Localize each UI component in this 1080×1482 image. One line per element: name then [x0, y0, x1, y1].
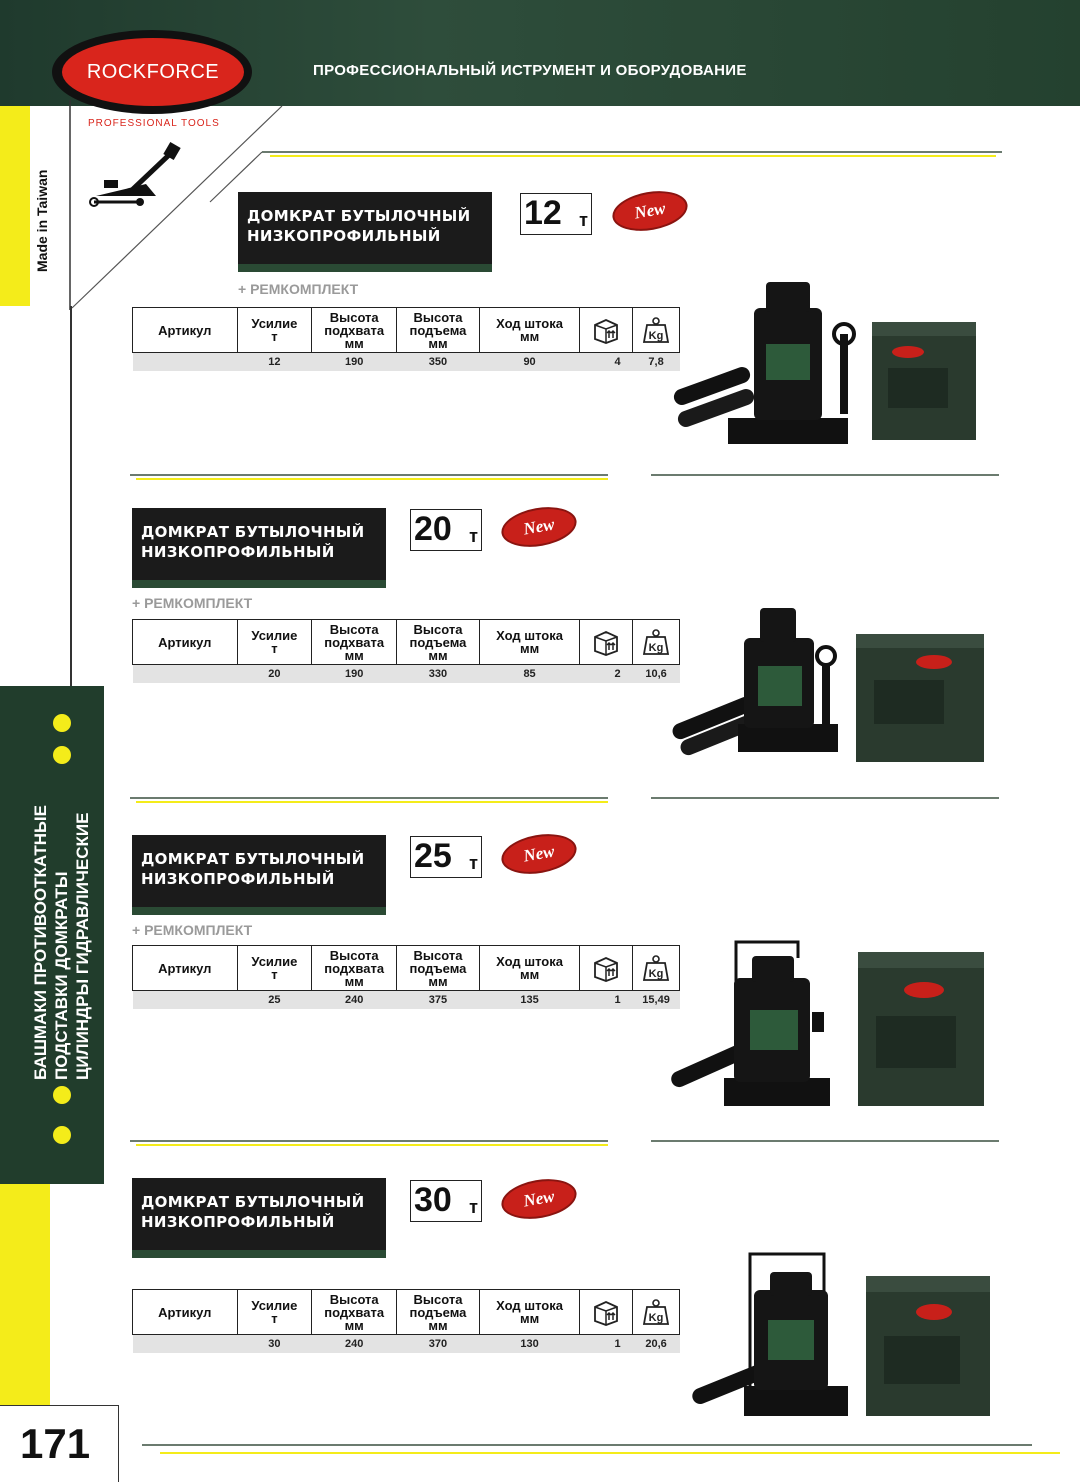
- new-badge-text: New: [632, 198, 667, 223]
- cell-lift: 330: [397, 665, 480, 684]
- category-hydraulic-cylinders: ЦИЛИНДРЫ ГИДРАВЛИЧЕСКИЕ: [73, 812, 92, 1080]
- cell-article: [133, 991, 238, 1010]
- spec-data-row: [133, 353, 680, 372]
- col-stroke-unit: мм: [519, 641, 540, 656]
- capacity-unit: т: [469, 1197, 478, 1217]
- col-stroke-unit: мм: [519, 329, 540, 344]
- cell-pickup: 240: [312, 1335, 397, 1354]
- cell-pack: 2: [580, 665, 633, 684]
- capacity-box: [410, 1180, 482, 1222]
- col-pickup: [312, 1290, 397, 1335]
- col-lift-label: Высота подъема: [409, 1291, 467, 1320]
- col-force-unit: т: [271, 329, 278, 344]
- col-stroke-unit: мм: [519, 967, 540, 982]
- yellow-side-strip-bottom: [0, 1184, 50, 1405]
- product-title-box: [132, 835, 386, 915]
- new-badge: [498, 829, 579, 880]
- col-pack: [580, 946, 633, 991]
- weight-kg-icon: [641, 315, 671, 345]
- col-stroke-unit: мм: [519, 1311, 540, 1326]
- cell-pickup: 190: [312, 353, 397, 372]
- capacity-box: [410, 509, 482, 551]
- cell-weight: 15,49: [633, 991, 680, 1010]
- footer-rule-yellow: [160, 1452, 1060, 1454]
- logo-subtitle: PROFESSIONAL TOOLS: [88, 118, 220, 129]
- col-lift: [397, 620, 480, 665]
- col-pickup-unit: мм: [344, 973, 364, 989]
- cell-force: 25: [237, 991, 312, 1010]
- floor-jack-icon: [86, 140, 186, 212]
- page-number: 171: [20, 1420, 91, 1467]
- col-pickup: [312, 308, 397, 353]
- new-badge: [498, 1174, 579, 1225]
- separator-rule: [651, 474, 999, 476]
- new-badge-text: New: [521, 514, 556, 539]
- cell-stroke: 135: [479, 991, 579, 1010]
- footer-rule: [142, 1444, 1032, 1446]
- col-pack: [580, 308, 633, 353]
- product-title-line1: ДОМКРАТ БУТЫЛОЧНЫЙ: [141, 523, 365, 541]
- separator-rule-yellow: [136, 1144, 608, 1146]
- col-force-label: Усилие: [251, 954, 298, 969]
- col-lift-label: Высота подъема: [409, 621, 467, 650]
- spec-table: [132, 1289, 680, 1353]
- cell-pickup: 240: [312, 991, 397, 1010]
- cell-stroke: 85: [479, 665, 579, 684]
- cell-pack: 1: [580, 1335, 633, 1354]
- new-badge: [498, 502, 579, 553]
- spec-header-row: [133, 620, 680, 665]
- col-pickup-label: Высота подхвата: [324, 621, 385, 650]
- capacity-unit: т: [469, 853, 478, 873]
- col-pickup-label: Высота подхвата: [324, 309, 385, 338]
- col-force-unit: т: [271, 1311, 278, 1326]
- cell-stroke: 130: [479, 1335, 579, 1354]
- spec-table: [132, 619, 680, 683]
- weight-kg-label: Kg: [648, 968, 664, 980]
- product-photo-jack-30t: [688, 1250, 994, 1422]
- header-tagline: ПРОФЕССИОНАЛЬНЫЙ ИСТРУМЕНТ И ОБОРУДОВАНИЕ: [313, 62, 747, 79]
- col-pack: [580, 620, 633, 665]
- product-title-line1: ДОМКРАТ БУТЫЛОЧНЫЙ: [141, 1193, 365, 1211]
- col-force: [237, 308, 312, 353]
- col-pickup: [312, 946, 397, 991]
- separator-rule: [130, 1140, 608, 1142]
- col-weight: [633, 1290, 680, 1335]
- col-stroke-label: Ход штока: [496, 954, 563, 969]
- col-lift: [397, 1290, 480, 1335]
- product-title-line2: НИЗКОПРОФИЛЬНЫЙ: [141, 543, 335, 561]
- category-jack-stands: ПОДСТАВКИ ДОМКРАТЫ: [52, 871, 71, 1080]
- product-photo-jack-20t: [668, 604, 988, 768]
- col-stroke: [479, 946, 579, 991]
- weight-kg-icon: [641, 627, 671, 657]
- cell-force: 30: [237, 1335, 312, 1354]
- col-force-label: Усилие: [251, 1298, 298, 1313]
- col-pickup-label: Высота подхвата: [324, 1291, 385, 1320]
- capacity-box: [520, 193, 592, 235]
- side-dot: [53, 746, 71, 764]
- col-force-label: Усилие: [251, 316, 298, 331]
- col-lift-unit: мм: [428, 973, 448, 989]
- col-lift-unit: мм: [428, 335, 448, 351]
- col-lift-label: Высота подъема: [409, 947, 467, 976]
- capacity-unit: т: [469, 526, 478, 546]
- cell-lift: 370: [397, 1335, 480, 1354]
- side-dot: [53, 1086, 71, 1104]
- logo-text: ROCKFORCE: [86, 60, 220, 83]
- cell-lift: 375: [397, 991, 480, 1010]
- weight-kg-label: Kg: [648, 330, 664, 342]
- spec-header-row: [133, 1290, 680, 1335]
- spec-table: [132, 945, 680, 1009]
- capacity-value: 20: [414, 510, 452, 548]
- box-quantity-icon: [591, 315, 621, 345]
- product-photo-jack-25t: [664, 938, 988, 1110]
- col-pickup-unit: мм: [344, 1317, 364, 1333]
- col-pickup-unit: мм: [344, 335, 364, 351]
- new-badge-text: New: [521, 1186, 556, 1211]
- spec-header-row: [133, 946, 680, 991]
- new-badge-text: New: [521, 841, 556, 866]
- col-article: Артикул: [133, 946, 238, 991]
- col-pickup-unit: мм: [344, 647, 364, 663]
- product-title-line2: НИЗКОПРОФИЛЬНЫЙ: [141, 1213, 335, 1231]
- cell-weight: 7,8: [633, 353, 680, 372]
- product-title-line1: ДОМКРАТ БУТЫЛОЧНЫЙ: [141, 850, 365, 868]
- cell-pickup: 190: [312, 665, 397, 684]
- col-pickup-label: Высота подхвата: [324, 947, 385, 976]
- col-stroke: [479, 620, 579, 665]
- product-title-line2: НИЗКОПРОФИЛЬНЫЙ: [141, 870, 335, 888]
- weight-kg-label: Kg: [648, 1312, 664, 1324]
- cell-article: [133, 1335, 238, 1354]
- col-article: Артикул: [133, 308, 238, 353]
- col-article: Артикул: [133, 620, 238, 665]
- col-stroke-label: Ход штока: [496, 628, 563, 643]
- box-quantity-icon: [591, 953, 621, 983]
- capacity-value: 25: [414, 837, 452, 875]
- box-quantity-icon: [591, 627, 621, 657]
- col-force: [237, 946, 312, 991]
- cell-force: 20: [237, 665, 312, 684]
- col-pickup: [312, 620, 397, 665]
- side-vertical-line: [70, 306, 72, 686]
- col-lift-unit: мм: [428, 647, 448, 663]
- separator-rule: [130, 797, 608, 799]
- made-in-taiwan: Made in Taiwan: [34, 169, 50, 272]
- col-pack: [580, 1290, 633, 1335]
- separator-rule: [651, 797, 999, 799]
- spec-header-row: [133, 308, 680, 353]
- side-dot: [53, 714, 71, 732]
- product-title-line2: НИЗКОПРОФИЛЬНЫЙ: [247, 227, 441, 245]
- col-stroke: [479, 1290, 579, 1335]
- box-quantity-icon: [591, 1297, 621, 1327]
- col-stroke: [479, 308, 579, 353]
- col-force-unit: т: [271, 967, 278, 982]
- col-force-label: Усилие: [251, 628, 298, 643]
- weight-kg-label: Kg: [648, 642, 664, 654]
- cell-stroke: 90: [479, 353, 579, 372]
- cell-weight: 20,6: [633, 1335, 680, 1354]
- col-stroke-label: Ход штока: [496, 316, 563, 331]
- col-lift-label: Высота подъема: [409, 309, 467, 338]
- col-force: [237, 620, 312, 665]
- cell-lift: 350: [397, 353, 480, 372]
- repair-kit-note: + РЕМКОМПЛЕКТ: [132, 922, 253, 938]
- product-title-box: [238, 192, 492, 272]
- product-photo-jack-12t: [668, 278, 980, 448]
- capacity-unit: т: [579, 210, 588, 230]
- col-lift-unit: мм: [428, 1317, 448, 1333]
- separator-rule-yellow: [136, 801, 608, 803]
- cell-weight: 10,6: [633, 665, 680, 684]
- col-force: [237, 1290, 312, 1335]
- col-force-unit: т: [271, 641, 278, 656]
- separator-rule-yellow: [136, 478, 608, 480]
- repair-kit-note: + РЕМКОМПЛЕКТ: [132, 595, 253, 611]
- cell-article: [133, 353, 238, 372]
- cell-article: [133, 665, 238, 684]
- side-dot: [53, 1126, 71, 1144]
- capacity-value: 30: [414, 1181, 452, 1219]
- col-stroke-label: Ход штока: [496, 1298, 563, 1313]
- capacity-box: [410, 836, 482, 878]
- spec-table: [132, 307, 680, 371]
- product-title-line1: ДОМКРАТ БУТЫЛОЧНЫЙ: [247, 207, 471, 225]
- col-lift: [397, 308, 480, 353]
- cell-pack: 4: [580, 353, 633, 372]
- repair-kit-note: + РЕМКОМПЛЕКТ: [238, 281, 359, 297]
- col-article: Артикул: [133, 1290, 238, 1335]
- spec-data-row: [133, 991, 680, 1010]
- cell-force: 12: [237, 353, 312, 372]
- col-lift: [397, 946, 480, 991]
- category-wheel-chocks: БАШМАКИ ПРОТИВООТКАТНЫЕ: [31, 805, 50, 1080]
- spec-data-row: [133, 1335, 680, 1354]
- spec-data-row: [133, 665, 680, 684]
- capacity-value: 12: [524, 194, 562, 232]
- weight-kg-icon: [641, 1297, 671, 1327]
- separator-rule: [130, 474, 608, 476]
- cell-pack: 1: [580, 991, 633, 1010]
- product-title-box: [132, 1178, 386, 1258]
- separator-rule: [651, 1140, 999, 1142]
- product-title-box: [132, 508, 386, 588]
